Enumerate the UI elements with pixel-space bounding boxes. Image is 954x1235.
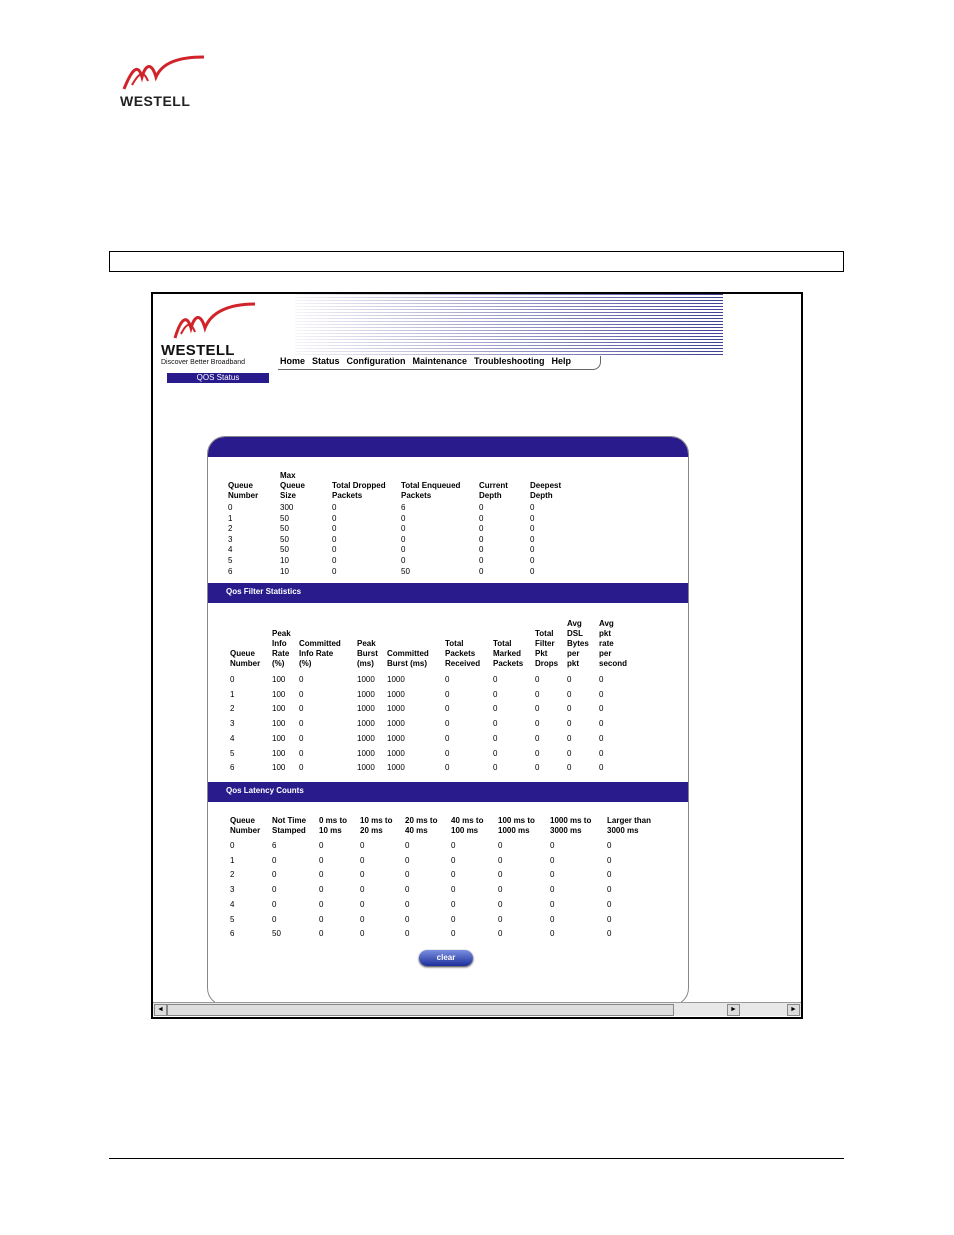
table-cell: 50 bbox=[272, 929, 281, 939]
table-cell: 1000 bbox=[387, 689, 405, 699]
table-cell: 0 bbox=[272, 855, 277, 865]
table-cell: 0 bbox=[493, 763, 498, 773]
table-cell: 0 bbox=[405, 914, 410, 924]
table-cell: 0 bbox=[360, 870, 365, 880]
table-cell: 0 bbox=[332, 556, 337, 565]
horizontal-scrollbar[interactable] bbox=[153, 1002, 801, 1016]
table-cell: 0 bbox=[445, 763, 450, 773]
table-cell: 0 bbox=[401, 545, 406, 555]
column-header: 40 ms to 100 ms bbox=[451, 816, 484, 835]
table-cell: 0 bbox=[567, 719, 572, 729]
table-cell: 50 bbox=[280, 524, 289, 534]
page-title-tab: QOS Status bbox=[167, 373, 269, 383]
column-header: Queue Number bbox=[230, 649, 261, 668]
table-cell: 6 bbox=[230, 929, 235, 939]
table-cell: 50 bbox=[401, 566, 410, 576]
header-stripes bbox=[295, 294, 723, 356]
table-cell: 0 bbox=[599, 733, 604, 743]
table-cell: 0 bbox=[599, 719, 604, 729]
table-cell: 0 bbox=[498, 841, 503, 850]
table-cell: 0 bbox=[319, 885, 324, 895]
column-header: 20 ms to 40 ms bbox=[405, 816, 438, 835]
table-cell: 0 bbox=[272, 914, 277, 924]
table-cell: 2 bbox=[230, 704, 235, 714]
latency-bar bbox=[208, 782, 688, 802]
table-cell: 0 bbox=[401, 513, 406, 523]
table-cell: 0 bbox=[299, 689, 304, 699]
table-cell: 0 bbox=[451, 914, 456, 924]
nav-home[interactable]: Home bbox=[280, 356, 306, 366]
column-header: 100 ms to 1000 ms bbox=[498, 816, 535, 835]
table-cell: 100 bbox=[272, 689, 286, 699]
table-cell: 0 bbox=[550, 841, 555, 850]
app-logo[interactable] bbox=[159, 302, 271, 368]
table-cell: 0 bbox=[319, 899, 324, 909]
table-cell: 0 bbox=[550, 899, 555, 909]
nav-maintenance[interactable]: Maintenance bbox=[412, 356, 468, 366]
table-cell: 0 bbox=[607, 929, 612, 939]
table-cell: 0 bbox=[493, 719, 498, 729]
table-cell: 0 bbox=[360, 929, 365, 939]
table-cell: 0 bbox=[332, 524, 337, 534]
table-cell: 0 bbox=[401, 556, 406, 565]
table-cell: 0 bbox=[498, 914, 503, 924]
table-cell: 50 bbox=[280, 513, 289, 523]
table-cell: 0 bbox=[550, 855, 555, 865]
qos-status-screenshot bbox=[151, 292, 803, 1019]
table-cell: 5 bbox=[230, 914, 235, 924]
column-header: Total Marked Packets bbox=[493, 639, 524, 668]
table-cell: 0 bbox=[493, 733, 498, 743]
table-cell: 10 bbox=[280, 556, 289, 565]
table-cell: 0 bbox=[567, 675, 572, 684]
table-cell: 0 bbox=[479, 524, 484, 534]
table-cell: 4 bbox=[230, 899, 235, 909]
table-cell: 0 bbox=[272, 885, 277, 895]
table-cell: 0 bbox=[530, 503, 535, 512]
table-cell: 0 bbox=[535, 719, 540, 729]
filter-stats-bar bbox=[208, 583, 688, 603]
table-cell: 0 bbox=[445, 748, 450, 758]
table-cell: 50 bbox=[280, 534, 289, 544]
table-cell: 0 bbox=[599, 763, 604, 773]
table-cell: 0 bbox=[567, 704, 572, 714]
column-header: Queue Number bbox=[230, 816, 261, 835]
table-cell: 0 bbox=[567, 748, 572, 758]
column-header: Peak Info Rate (%) bbox=[272, 629, 291, 668]
table-cell: 0 bbox=[405, 899, 410, 909]
table-cell: 0 bbox=[332, 566, 337, 576]
table-cell: 4 bbox=[230, 733, 235, 743]
table-cell: 0 bbox=[530, 566, 535, 576]
table-cell: 0 bbox=[493, 704, 498, 714]
latency-table bbox=[230, 814, 680, 939]
column-header: Total Packets Received bbox=[445, 639, 481, 668]
table-cell: 3 bbox=[230, 719, 235, 729]
table-cell: 0 bbox=[451, 929, 456, 939]
table-cell: 0 bbox=[479, 566, 484, 576]
table-cell: 0 bbox=[319, 841, 324, 850]
table-cell: 1000 bbox=[357, 675, 375, 684]
table-cell: 0 bbox=[230, 841, 235, 850]
table-cell: 0 bbox=[530, 524, 535, 534]
table-cell: 0 bbox=[607, 885, 612, 895]
column-header: Avg DSL Bytes per pkt bbox=[567, 619, 589, 668]
column-header: Max Queue Size bbox=[280, 471, 305, 500]
column-header: Committed Burst (ms) bbox=[387, 649, 429, 668]
table-cell: 0 bbox=[535, 748, 540, 758]
table-cell: 0 bbox=[607, 870, 612, 880]
table-cell: 1000 bbox=[357, 763, 375, 773]
table-cell: 1000 bbox=[387, 748, 405, 758]
panel-top-bar bbox=[208, 437, 688, 457]
table-cell: 0 bbox=[405, 870, 410, 880]
filter-stats-title: Qos Filter Statistics bbox=[226, 587, 302, 596]
table-cell: 0 bbox=[405, 929, 410, 939]
logo-text: WESTELL bbox=[120, 93, 191, 109]
table-cell: 100 bbox=[272, 704, 286, 714]
queue-table bbox=[228, 471, 668, 581]
table-cell: 0 bbox=[360, 899, 365, 909]
table-cell: 1000 bbox=[387, 704, 405, 714]
column-header: Committed Info Rate (%) bbox=[299, 639, 341, 668]
nav-troubleshooting[interactable]: Troubleshooting bbox=[474, 356, 545, 366]
table-cell: 0 bbox=[493, 675, 498, 684]
table-cell: 0 bbox=[550, 929, 555, 939]
clear-button[interactable]: clear bbox=[419, 950, 473, 966]
table-cell: 0 bbox=[401, 534, 406, 544]
table-cell: 6 bbox=[228, 566, 233, 576]
westell-swoosh-icon bbox=[118, 55, 208, 95]
table-cell: 0 bbox=[360, 855, 365, 865]
app-tagline: Discover Better Broadband bbox=[161, 359, 246, 366]
table-cell: 0 bbox=[550, 870, 555, 880]
table-cell: 0 bbox=[479, 503, 484, 512]
table-cell: 100 bbox=[272, 719, 286, 729]
table-cell: 0 bbox=[299, 704, 304, 714]
table-cell: 1 bbox=[230, 689, 235, 699]
table-cell: 0 bbox=[567, 733, 572, 743]
nav-configuration[interactable]: Configuration bbox=[346, 356, 406, 366]
table-cell: 5 bbox=[230, 748, 235, 758]
table-cell: 0 bbox=[530, 534, 535, 544]
table-cell: 6 bbox=[230, 763, 235, 773]
table-cell: 0 bbox=[607, 855, 612, 865]
table-cell: 0 bbox=[493, 689, 498, 699]
scroll-left-icon[interactable]: ◄ bbox=[154, 1004, 167, 1016]
table-cell: 0 bbox=[319, 929, 324, 939]
main-nav bbox=[278, 356, 601, 370]
table-cell: 0 bbox=[445, 733, 450, 743]
table-cell: 0 bbox=[498, 885, 503, 895]
table-cell: 2 bbox=[228, 524, 233, 534]
table-cell: 6 bbox=[272, 841, 277, 850]
table-cell: 0 bbox=[535, 689, 540, 699]
table-cell: 0 bbox=[479, 513, 484, 523]
column-header: Peak Burst (ms) bbox=[357, 639, 378, 668]
column-header: Current Depth bbox=[479, 481, 508, 500]
table-cell: 1000 bbox=[357, 748, 375, 758]
table-cell: 0 bbox=[498, 929, 503, 939]
table-cell: 10 bbox=[280, 566, 289, 576]
table-cell: 0 bbox=[445, 719, 450, 729]
table-cell: 6 bbox=[401, 503, 406, 512]
table-cell: 0 bbox=[299, 733, 304, 743]
table-cell: 0 bbox=[299, 675, 304, 684]
table-cell: 0 bbox=[405, 885, 410, 895]
table-cell: 0 bbox=[567, 763, 572, 773]
table-cell: 0 bbox=[230, 675, 235, 684]
table-cell: 0 bbox=[535, 704, 540, 714]
qos-panel bbox=[207, 436, 689, 1006]
table-cell: 0 bbox=[319, 855, 324, 865]
table-cell: 0 bbox=[451, 885, 456, 895]
table-cell: 0 bbox=[228, 503, 233, 512]
table-cell: 1 bbox=[228, 513, 233, 523]
table-cell: 0 bbox=[498, 899, 503, 909]
table-cell: 0 bbox=[360, 841, 365, 850]
table-cell: 0 bbox=[445, 675, 450, 684]
column-header: Queue Number bbox=[228, 481, 259, 500]
table-cell: 1000 bbox=[357, 689, 375, 699]
scroll-right-icon[interactable]: ► bbox=[727, 1004, 740, 1016]
nav-status[interactable]: Status bbox=[312, 356, 340, 366]
table-cell: 0 bbox=[360, 885, 365, 895]
table-cell: 1000 bbox=[387, 763, 405, 773]
table-cell: 3 bbox=[230, 885, 235, 895]
table-cell: 0 bbox=[550, 914, 555, 924]
table-cell: 0 bbox=[607, 899, 612, 909]
table-cell: 0 bbox=[599, 748, 604, 758]
table-cell: 0 bbox=[550, 885, 555, 895]
filter-stats-table bbox=[230, 617, 670, 772]
table-cell: 3 bbox=[228, 534, 233, 544]
table-cell: 0 bbox=[319, 914, 324, 924]
table-cell: 0 bbox=[493, 748, 498, 758]
column-header: Total Enqueued Packets bbox=[401, 481, 461, 500]
table-cell: 1000 bbox=[387, 675, 405, 684]
column-header: Deepest Depth bbox=[530, 481, 562, 500]
table-cell: 0 bbox=[401, 524, 406, 534]
column-header: Total Dropped Packets bbox=[332, 481, 386, 500]
column-header: Larger than 3000 ms bbox=[607, 816, 652, 835]
table-cell: 100 bbox=[272, 748, 286, 758]
app-logo-text: WESTELL bbox=[161, 342, 235, 359]
table-cell: 1 bbox=[230, 855, 235, 865]
table-cell: 0 bbox=[599, 675, 604, 684]
column-header: 0 ms to 10 ms bbox=[319, 816, 348, 835]
table-cell: 4 bbox=[228, 545, 233, 555]
table-cell: 2 bbox=[230, 870, 235, 880]
scroll-thumb[interactable] bbox=[167, 1004, 674, 1016]
table-cell: 0 bbox=[479, 556, 484, 565]
table-cell: 0 bbox=[405, 855, 410, 865]
table-cell: 0 bbox=[535, 733, 540, 743]
table-cell: 0 bbox=[451, 855, 456, 865]
table-cell: 0 bbox=[567, 689, 572, 699]
table-cell: 0 bbox=[445, 704, 450, 714]
table-cell: 1000 bbox=[357, 704, 375, 714]
table-cell: 0 bbox=[332, 513, 337, 523]
nav-help[interactable]: Help bbox=[551, 356, 572, 366]
table-cell: 0 bbox=[445, 689, 450, 699]
caption-box bbox=[109, 251, 844, 272]
table-cell: 1000 bbox=[357, 733, 375, 743]
table-cell: 1000 bbox=[387, 719, 405, 729]
table-cell: 0 bbox=[405, 841, 410, 850]
table-cell: 0 bbox=[451, 899, 456, 909]
table-cell: 0 bbox=[319, 870, 324, 880]
table-cell: 0 bbox=[599, 704, 604, 714]
table-cell: 0 bbox=[332, 534, 337, 544]
table-cell: 100 bbox=[272, 675, 286, 684]
table-cell: 0 bbox=[535, 763, 540, 773]
scroll-right-end-icon[interactable]: ► bbox=[787, 1004, 800, 1016]
table-cell: 0 bbox=[451, 841, 456, 850]
table-cell: 0 bbox=[332, 503, 337, 512]
table-cell: 1000 bbox=[387, 733, 405, 743]
table-cell: 0 bbox=[299, 763, 304, 773]
table-cell: 1000 bbox=[357, 719, 375, 729]
table-cell: 0 bbox=[530, 513, 535, 523]
table-cell: 5 bbox=[228, 556, 233, 565]
table-cell: 0 bbox=[607, 914, 612, 924]
table-cell: 0 bbox=[535, 675, 540, 684]
table-cell: 0 bbox=[498, 855, 503, 865]
column-header: Not Time Stamped bbox=[272, 816, 307, 835]
column-header: Total Filter Pkt Drops bbox=[535, 629, 559, 668]
table-cell: 0 bbox=[479, 534, 484, 544]
table-cell: 0 bbox=[299, 719, 304, 729]
table-cell: 0 bbox=[451, 870, 456, 880]
westell-swoosh-icon bbox=[159, 302, 259, 342]
table-cell: 0 bbox=[360, 914, 365, 924]
table-cell: 0 bbox=[530, 545, 535, 555]
table-cell: 0 bbox=[479, 545, 484, 555]
latency-title: Qos Latency Counts bbox=[226, 786, 304, 795]
westell-logo bbox=[118, 55, 208, 109]
column-header: 10 ms to 20 ms bbox=[360, 816, 393, 835]
column-header: 1000 ms to 3000 ms bbox=[550, 816, 592, 835]
footer-rule bbox=[109, 1158, 844, 1159]
column-header: Avg pkt rate per second bbox=[599, 619, 628, 668]
table-cell: 0 bbox=[272, 899, 277, 909]
table-cell: 0 bbox=[332, 545, 337, 555]
table-cell: 50 bbox=[280, 545, 289, 555]
table-cell: 0 bbox=[599, 689, 604, 699]
table-cell: 0 bbox=[530, 556, 535, 565]
table-cell: 0 bbox=[498, 870, 503, 880]
table-cell: 300 bbox=[280, 503, 294, 512]
table-cell: 100 bbox=[272, 763, 286, 773]
table-cell: 0 bbox=[272, 870, 277, 880]
table-cell: 0 bbox=[299, 748, 304, 758]
table-cell: 0 bbox=[607, 841, 612, 850]
table-cell: 100 bbox=[272, 733, 286, 743]
